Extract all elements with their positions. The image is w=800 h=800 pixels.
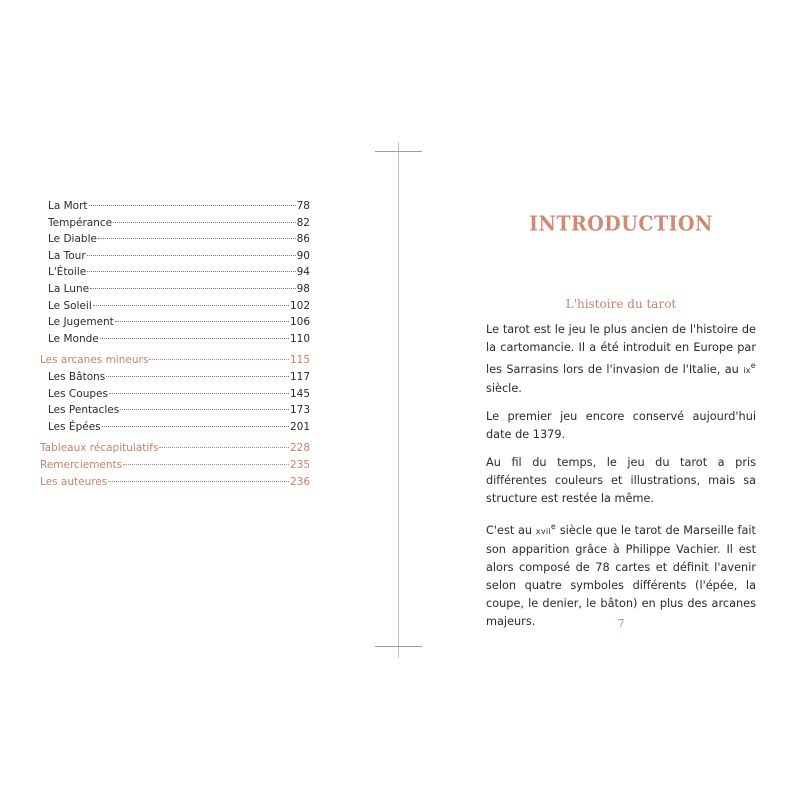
toc-entry <box>40 369 310 386</box>
toc-entry <box>40 457 310 474</box>
paragraph-4-text-b: siècle que le tarot de Marseille fait son apparition grâce à Philippe Vachier. Il est alors composé de 78 cartes et définit l'avenir selon quatre symboles différents (l'épée, la coupe, le denier, le bâton) en plus des arcanes majeurs. <box>486 523 756 628</box>
toc-entry <box>40 298 310 315</box>
toc-entry-page: 145 <box>289 387 310 400</box>
page-number: 7 <box>617 617 625 630</box>
toc-entry <box>40 264 310 281</box>
toc-entry <box>40 402 310 419</box>
toc-entry-page: 82 <box>296 216 310 229</box>
toc-arcanes-mineurs-list <box>40 369 310 435</box>
toc-section-label: Les arcanes mineurs <box>40 354 149 367</box>
toc-entry <box>40 386 310 403</box>
body-text <box>486 321 756 641</box>
paragraph-4 <box>486 518 756 631</box>
century-numeral: xvii <box>535 526 551 536</box>
toc-end-sections <box>40 440 310 490</box>
paragraph-1-text-b: siècle. <box>486 381 522 395</box>
toc-entry-label: Le Jugement <box>48 316 114 329</box>
paragraph-3: Au fil du temps, le jeu du tarot a pris différentes couleurs et illustrations, mais sa structure est restée la même. <box>486 455 756 505</box>
toc-leader-dots <box>123 464 289 465</box>
toc-entry-page: 228 <box>289 442 310 455</box>
section-subtitle: L'histoire du tarot <box>565 297 677 311</box>
toc-entry-label: La Tour <box>48 249 86 262</box>
toc-entry-page: 78 <box>296 200 310 212</box>
toc-leader-dots <box>87 271 295 272</box>
toc-entry <box>40 231 310 248</box>
toc-leader-dots <box>90 288 296 289</box>
toc-entry-label: La Mort <box>48 200 88 212</box>
toc-entry-label: Le Diable <box>48 233 97 246</box>
toc-leader-dots <box>113 222 296 223</box>
century-superscript: e <box>550 521 557 531</box>
toc-entry-page: 98 <box>296 282 310 295</box>
toc-entry-label: Les Bâtons <box>48 370 106 383</box>
toc-entry-page: 102 <box>289 299 310 312</box>
gutter-vertical-rule <box>398 142 399 658</box>
toc-arcanes-majeurs-list <box>40 198 310 347</box>
toc-leader-dots <box>100 338 289 339</box>
paragraph-4-text-a: C'est au <box>486 523 536 537</box>
gutter-top-mark <box>375 151 422 152</box>
toc-entry-label: Les Coupes <box>48 387 108 400</box>
toc-leader-dots <box>93 305 289 306</box>
century-superscript: e <box>750 361 756 370</box>
toc-entry <box>40 419 310 436</box>
toc-leader-dots <box>98 238 296 239</box>
toc-entry <box>40 281 310 298</box>
toc-entry-page: 90 <box>296 249 310 262</box>
toc-entry-label: L'Étoile <box>48 266 87 279</box>
toc-entry <box>40 198 310 215</box>
toc-leader-dots <box>149 359 289 360</box>
toc-entry-page: 117 <box>289 370 310 383</box>
toc-entry-label: Le Soleil <box>48 299 92 312</box>
toc-entry-page: 106 <box>289 316 310 329</box>
page-title: INTRODUCTION <box>529 211 713 237</box>
toc-entry-page: 201 <box>289 420 310 433</box>
gutter-bottom-mark <box>375 646 422 647</box>
toc-entry-label: La Lune <box>48 282 90 295</box>
toc-entry-label: Les Épées <box>48 420 101 433</box>
toc-entry-page: 173 <box>289 404 310 417</box>
toc-entry-label: Les Pentacles <box>48 404 120 417</box>
toc-entry-page: 94 <box>296 266 310 279</box>
toc-leader-dots <box>106 376 289 377</box>
toc-entry-label: Tempérance <box>48 216 113 229</box>
toc-entry-page: 86 <box>296 233 310 246</box>
toc-entry <box>40 474 310 491</box>
toc-leader-dots <box>87 255 296 256</box>
toc-entry-page: 236 <box>289 475 310 488</box>
toc-entry <box>40 215 310 232</box>
toc-section-page: 115 <box>289 354 310 367</box>
toc-entry <box>40 440 310 457</box>
toc-entry <box>40 314 310 331</box>
toc-leader-dots <box>115 321 289 322</box>
toc-entry-page: 235 <box>289 458 310 471</box>
toc-entry-page: 110 <box>289 332 310 345</box>
toc-entry <box>40 248 310 265</box>
toc-leader-dots <box>108 481 289 482</box>
toc-entry-label: Le Monde <box>48 332 99 345</box>
toc-section-arcanes-mineurs <box>40 352 310 369</box>
century-numeral: ix <box>743 365 751 375</box>
toc-entry-label: Remerciements <box>40 458 123 471</box>
toc-leader-dots <box>109 393 289 394</box>
table-of-contents <box>40 198 310 490</box>
toc-entry-label: Les auteures <box>40 475 108 488</box>
toc-entry-label: Tableaux récapitulatifs <box>40 442 159 455</box>
toc-leader-dots <box>159 447 289 448</box>
toc-leader-dots <box>102 426 289 427</box>
paragraph-1-text-a: Le tarot est le jeu le plus ancien de l'histoire de la cartomancie. Il a été introduit en Europe par les Sarrasins lors de l'invasion de l'Italie, au <box>486 323 756 376</box>
paragraph-2: Le premier jeu encore conservé aujourd'hui date de 1379. <box>486 409 756 441</box>
paragraph-1 <box>486 321 756 398</box>
toc-leader-dots <box>120 409 289 410</box>
toc-entry <box>40 331 310 348</box>
toc-leader-dots <box>89 205 296 206</box>
